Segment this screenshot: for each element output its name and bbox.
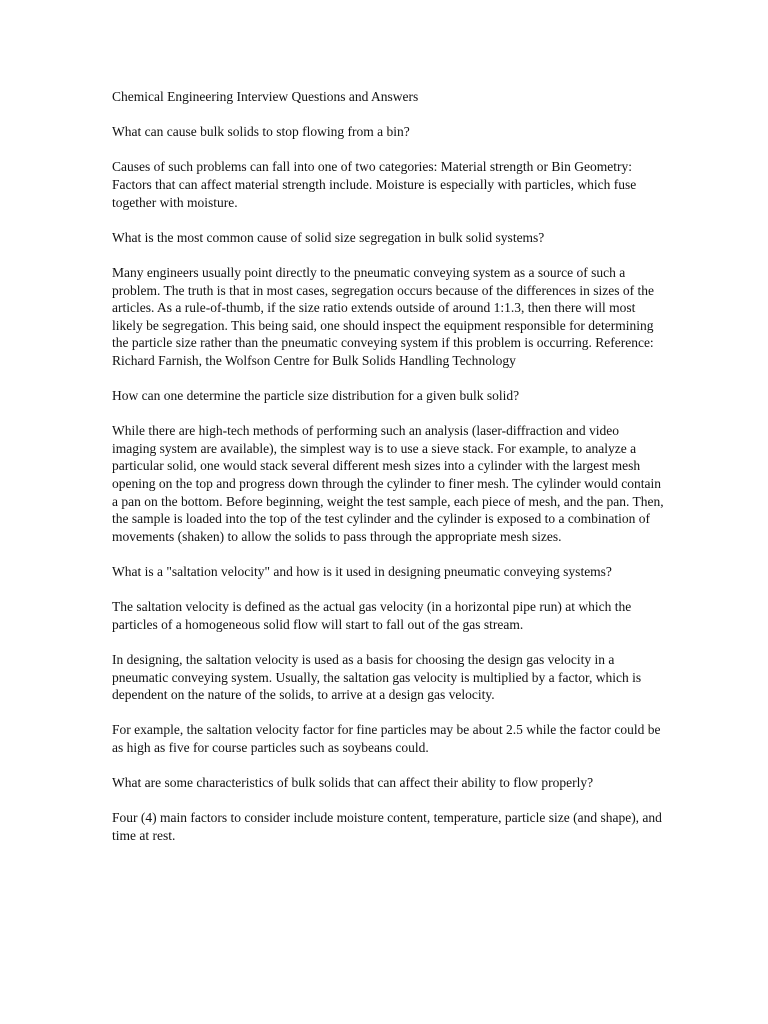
question-saltation-velocity: What is a "saltation velocity" and how is it used in designing pneumatic conveying systems? (112, 564, 612, 580)
question-flow-characteristics: What are some characteristics of bulk solids that can affect their ability to flow properly? (112, 775, 594, 791)
question-particle-size: How can one determine the particle size distribution for a given bulk solid? (112, 388, 520, 404)
question-bin-flow: What can cause bulk solids to stop flowing from a bin? (112, 124, 410, 140)
question-segregation: What is the most common cause of solid size segregation in bulk solid systems? (112, 229, 545, 245)
answer-saltation-example: For example, the saltation velocity factor for fine particles may be about 2.5 while the factor could be as high as five for course particles such as soybeans could. (112, 722, 661, 755)
answer-bin-flow: Causes of such problems can fall into one of two categories: Material strength or Bin Geometry: Factors that can affect material strength include. Moisture is especially with particles, which fuse together with moisture. (112, 159, 637, 210)
document-page (112, 88, 664, 862)
answer-segregation: Many engineers usually point directly to the pneumatic conveying system as a source of such a problem. The truth is that in most cases, segregation occurs because of the differences in sizes of the articles. As a rule-of-thumb, if the size ratio extends outside of around 1:1.3, then there will most likely be segregation. This being said, one should inspect the equipment responsible for determining the particle size rather than the pneumatic conveying system if this problem is occurring. Reference: Richard Farnish, the Wolfson Centre for Bulk Solids Handling Technology (112, 264, 654, 368)
answer-flow-characteristics: Four (4) main factors to consider include moisture content, temperature, particle size (and shape), and time at rest. (112, 810, 662, 843)
document-title: Chemical Engineering Interview Questions and Answers (112, 89, 419, 104)
answer-saltation-definition: The saltation velocity is defined as the actual gas velocity (in a horizontal pipe run) at which the particles of a homogeneous solid flow will start to fall out of the gas stream. (112, 599, 632, 632)
answer-saltation-design: In designing, the saltation velocity is used as a basis for choosing the design gas velocity in a pneumatic conveying system. Usually, the saltation gas velocity is multiplied by a factor, which is dependent on the nature of the solids, to arrive at a design gas velocity. (112, 652, 642, 703)
answer-particle-size: While there are high-tech methods of performing such an analysis (laser-diffraction and video imaging system are available), the simplest way is to use a sieve stack. For example, to analyze a particular solid, one would stack several different mesh sizes into a cylinder with the largest mesh opening on the top and progress down through the cylinder to finer mesh. The cylinder would contain a pan on the bottom. Before beginning, weight the test sample, each piece of mesh, and the pan. Then, the sample is loaded into the top of the test cylinder and the cylinder is exposed to a combination of movements (shaken) to allow the solids to pass through the appropriate mesh sizes. (112, 423, 664, 544)
